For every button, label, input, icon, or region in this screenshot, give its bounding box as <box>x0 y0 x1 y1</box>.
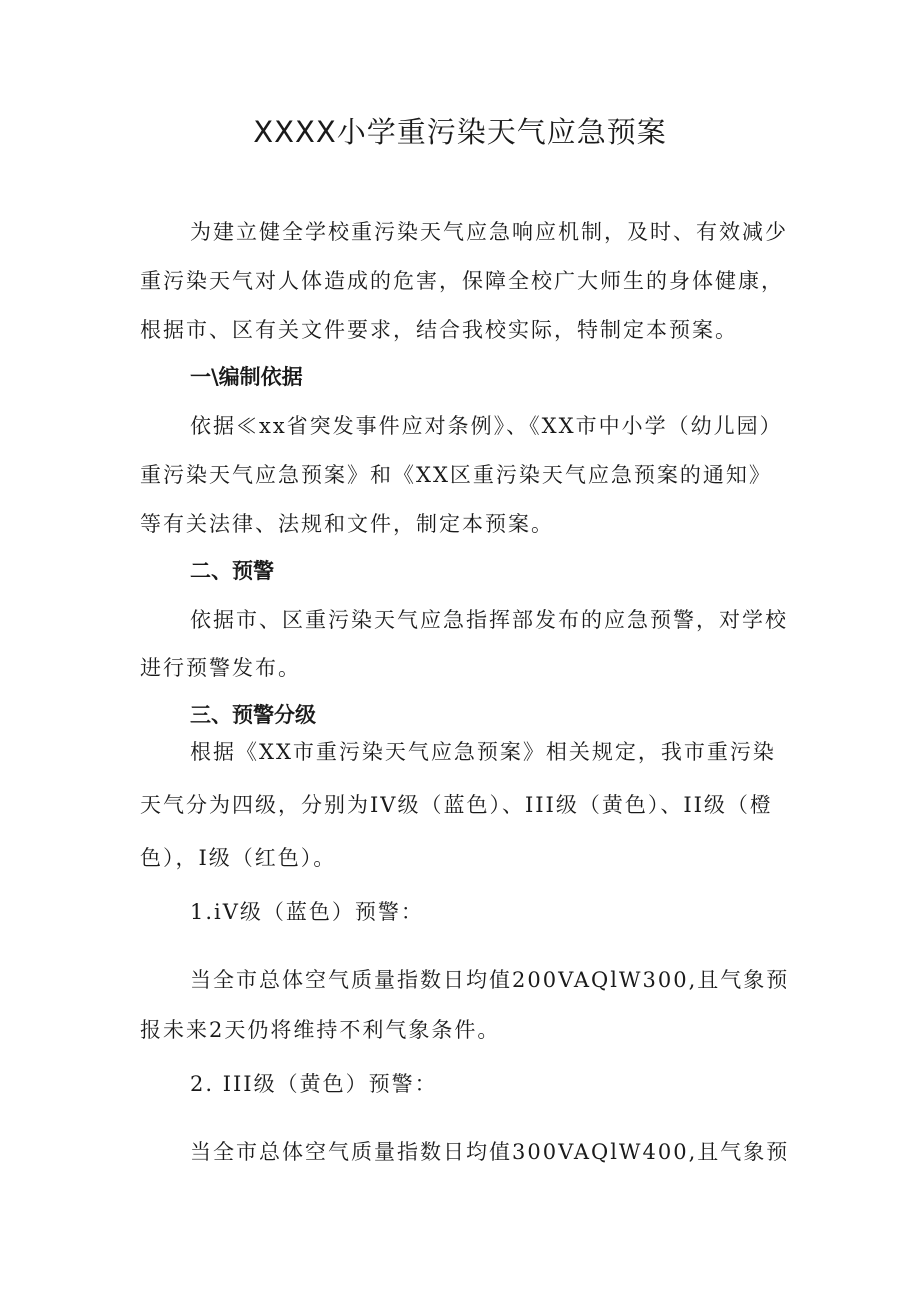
paragraph-line: 重污染天气应急预案》和《XX区重污染天气应急预案的通知》 <box>140 463 772 487</box>
paragraph-line: 重污染天气对人体造成的危害，保障全校广大师生的身体健康， <box>140 269 784 293</box>
section-heading: 三、预警分级 <box>190 703 316 727</box>
paragraph-line: 根据市、区有关文件要求，结合我校实际，特制定本预案。 <box>140 318 738 342</box>
document-title: XXXX小学重污染天气应急预案 <box>253 115 667 149</box>
list-item-heading: 1.iV级（蓝色）预警： <box>190 900 424 924</box>
paragraph-line: 为建立健全学校重污染天气应急响应机制，及时、有效减少 <box>190 220 788 244</box>
paragraph-line: 依据≪xx省突发事件应对条例》、《XX市中小学（幼儿园） <box>190 414 783 438</box>
section-heading: 一\编制依据 <box>190 365 303 389</box>
paragraph-line: 依据市、区重污染天气应急指挥部发布的应急预警，对学校 <box>190 608 788 632</box>
paragraph-line: 根据《XX市重污染天气应急预案》相关规定，我市重污染 <box>190 740 776 764</box>
paragraph-line: 当全市总体空气质量指数日均值200VAQlW300,且气象预 <box>190 968 790 992</box>
paragraph-line: 报未来2天仍将维持不利气象条件。 <box>140 1018 501 1042</box>
paragraph-line: 当全市总体空气质量指数日均值300VAQlW400,且气象预 <box>190 1140 790 1164</box>
list-item-heading: 2. III级（黄色）预警： <box>190 1072 438 1096</box>
section-heading: 二、预警 <box>190 559 274 583</box>
paragraph-line: 色），I级（红色）。 <box>140 846 337 870</box>
paragraph-line: 等有关法律、法规和文件，制定本预案。 <box>140 512 554 536</box>
paragraph-line: 天气分为四级，分别为IV级（蓝色）、III级（黄色）、II级（橙 <box>140 793 773 817</box>
paragraph-line: 进行预警发布。 <box>140 656 301 680</box>
